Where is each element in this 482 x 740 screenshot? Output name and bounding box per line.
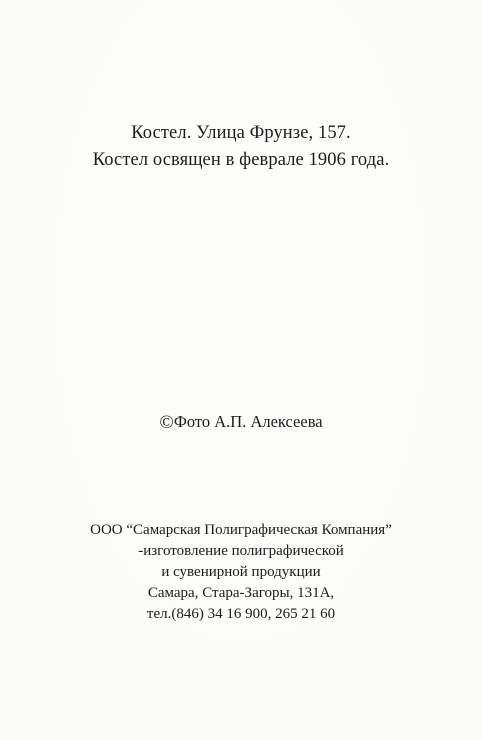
photo-credit-text: Фото А.П. Алексеева [173,412,323,431]
publisher-service-line-1: -изготовление полиграфической [138,543,344,559]
publisher-address: Самара, Стара-Загоры, 131А, [147,585,335,601]
photo-credit [0,410,482,435]
photo-caption [0,120,482,174]
caption-date-line: Костел освящен в феврале 1906 года. [92,150,390,170]
copyright-icon: © [159,412,174,433]
publisher-phone: тел.(846) 34 16 900, 265 21 60 [146,606,336,622]
caption-title-line: Костел. Улица Фрунзе, 157. [131,123,351,143]
publisher-imprint [0,520,482,625]
publisher-name: ООО “Самарская Полиграфическая Компания” [90,522,392,538]
publisher-service-line-2: и сувенирной продукции [161,564,321,580]
